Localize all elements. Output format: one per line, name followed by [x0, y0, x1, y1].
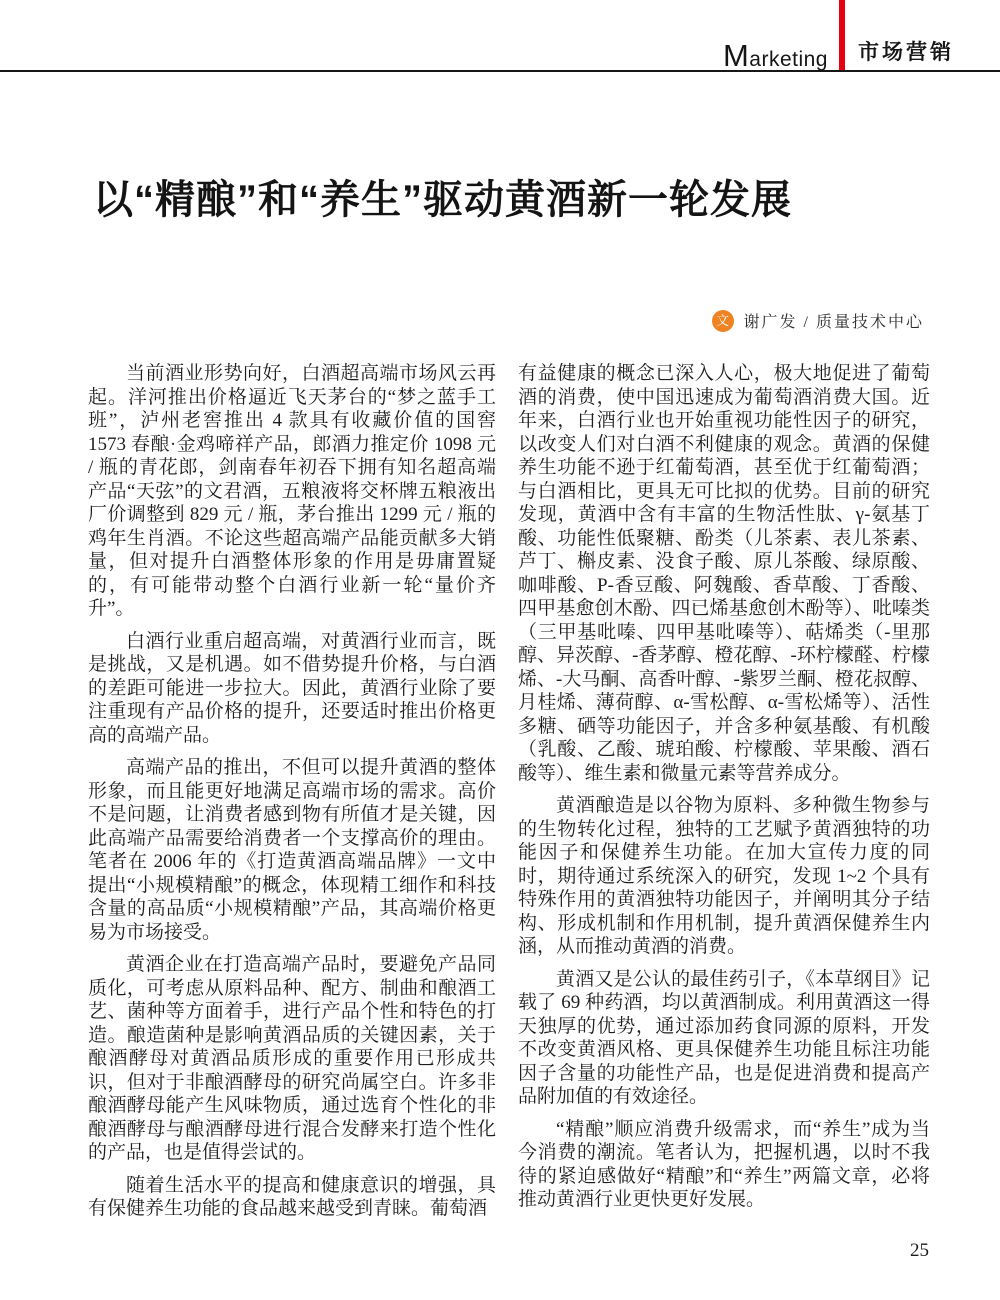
paragraph-5-continued: 有益健康的概念已深入人心，极大地促进了葡萄酒的消费，使中国迅速成为葡萄酒消费大国。近年来，白酒行业也开始重视功能性因子的研究，以改变人们对白酒不利健康的观念。黄酒的保健养生功能不逊于红葡萄酒，甚至优于红葡萄酒；与白酒相比，更具无可比拟的优势。目前的研究发现，黄酒中含有丰富的生物活性肽、γ-氨基丁酸、功能性低聚糖、酚类（儿茶素、表儿茶素、芦丁、槲皮素、没食子酸、原儿茶酸、绿原酸、咖啡酸、P-香豆酸、阿魏酸、香草酸、丁香酸、四甲基愈创木酚、四已烯基愈创木酚等）、吡嗪类（三甲基吡嗪、四甲基吡嗪等）、萜烯类（-里那醇、异茨醇、-香茅醇、橙花醇、-环柠檬醛、柠檬烯、-大马酮、高香叶醇、-紫罗兰酮、橙花叔醇、月桂烯、薄荷醇、α-雪松醇、α-雪松烯等）、活性多糖、硒等功能因子，并含多种氨基酸、有机酸（乳酸、乙酸、琥珀酸、柠檬酸、苹果酸、酒石酸等）、维生素和微量元素等营养成分。	[518, 363, 930, 784]
left-column	[88, 362, 496, 1230]
header-divider	[0, 0, 1000, 72]
header-section-zh: 市场营销	[858, 41, 954, 64]
paragraph-1: 当前酒业形势向好，白酒超高端市场风云再起。洋河推出价格逼近飞天茅台的“梦之蓝手工班”，泸州老窖推出 4 款具有收藏价值的国窖 1573 春酿·金鸡啼祥产品，郎酒力推定价 1098 元 / 瓶的青花郎，剑南春年初吞下拥有知名超高端产品“天弦”的文君酒，五粮液将交杯牌五粮液出厂价调整到 829 元 / 瓶，茅台推出 1299 元 / 瓶的鸡年生肖酒。不论这些超高端产品能贡献多大销量，但对提升白酒整体形象的作用是毋庸置疑的，有可能带动整个白酒行业新一轮“量价齐升”。	[88, 363, 496, 619]
article-title: 以“精酿”和“养生”驱动黄酒新一轮发展	[93, 178, 792, 222]
header-section-en: Marketing	[722, 38, 828, 73]
paragraph-6: 黄酒酿造是以谷物为原料、多种微生物参与的生物转化过程，独特的工艺赋予黄酒独特的功能因子和保健养生功能。在加大宣传力度的同时，期待通过系统深入的研究，发现 1~2 个具有特殊作用的黄酒独特功能因子，并阐明其分子结构、形成机制和作用机制，提升黄酒保健养生内涵，从而推动黄酒的消费。	[518, 795, 930, 957]
header-red-bar-icon	[839, 0, 845, 70]
page-number: 25	[910, 1240, 929, 1261]
paragraph-5: 随着生活水平的提高和健康意识的增强，具有保健养生功能的食品越来越受到青睐。葡萄酒	[88, 1174, 496, 1219]
author-wen-icon: 文	[712, 310, 734, 332]
right-column	[518, 362, 930, 1221]
paragraph-8: “精酿”顺应消费升级需求，而“养生”成为当今消费的潮流。笔者认为，把握机遇，以时不我待的紧迫感做好“精酿”和“养生”两篇文章，必将推动黄酒行业更快更好发展。	[518, 1118, 930, 1210]
paragraph-7: 黄酒又是公认的最佳药引子，《本草纲目》记载了 69 种药酒，均以黄酒制成。利用黄酒这一得天独厚的优势，通过添加药食同源的原料，开发不改变黄酒风格、更具保健养生功能且标注功能因子含量的功能性产品，也是促进消费和提高产品附加值的有效途径。	[518, 968, 930, 1107]
paragraph-3: 高端产品的推出，不但可以提升黄酒的整体形象，而且能更好地满足高端市场的需求。高价不是问题，让消费者感到物有所值才是关键，因此高端产品需要给消费者一个支撑高价的理由。笔者在 2006 年的《打造黄酒高端品牌》一文中提出“小规模精酿”的概念，体现精工细作和科技含量的高品质“小规模精酿”产品，其高端价格更易为市场接受。	[88, 757, 496, 943]
byline	[712, 309, 924, 332]
byline-author: 谢广发 / 质量技术中心	[743, 314, 924, 331]
paragraph-4: 黄酒企业在打造高端产品时，要避免产品同质化，可考虑从原料品种、配方、制曲和酿酒工艺、菌种等方面着手，进行产品个性和特色的打造。酿造菌种是影响黄酒品质的关键因素，关于酿酒酵母对黄酒品质形成的重要作用已形成共识，但对于非酿酒酵母的研究尚属空白。许多非酿酒酵母能产生风味物质，通过选育个性化的非酿酒酵母与酿酒酵母进行混合发酵来打造个性化的产品，也是值得尝试的。	[88, 954, 496, 1163]
paragraph-2: 白酒行业重启超高端，对黄酒行业而言，既是挑战，又是机遇。如不借势提升价格，与白酒的差距可能进一步拉大。因此，黄酒行业除了要注重现有产品价格的提升，还要适时推出价格更高的高端产品。	[88, 630, 496, 746]
